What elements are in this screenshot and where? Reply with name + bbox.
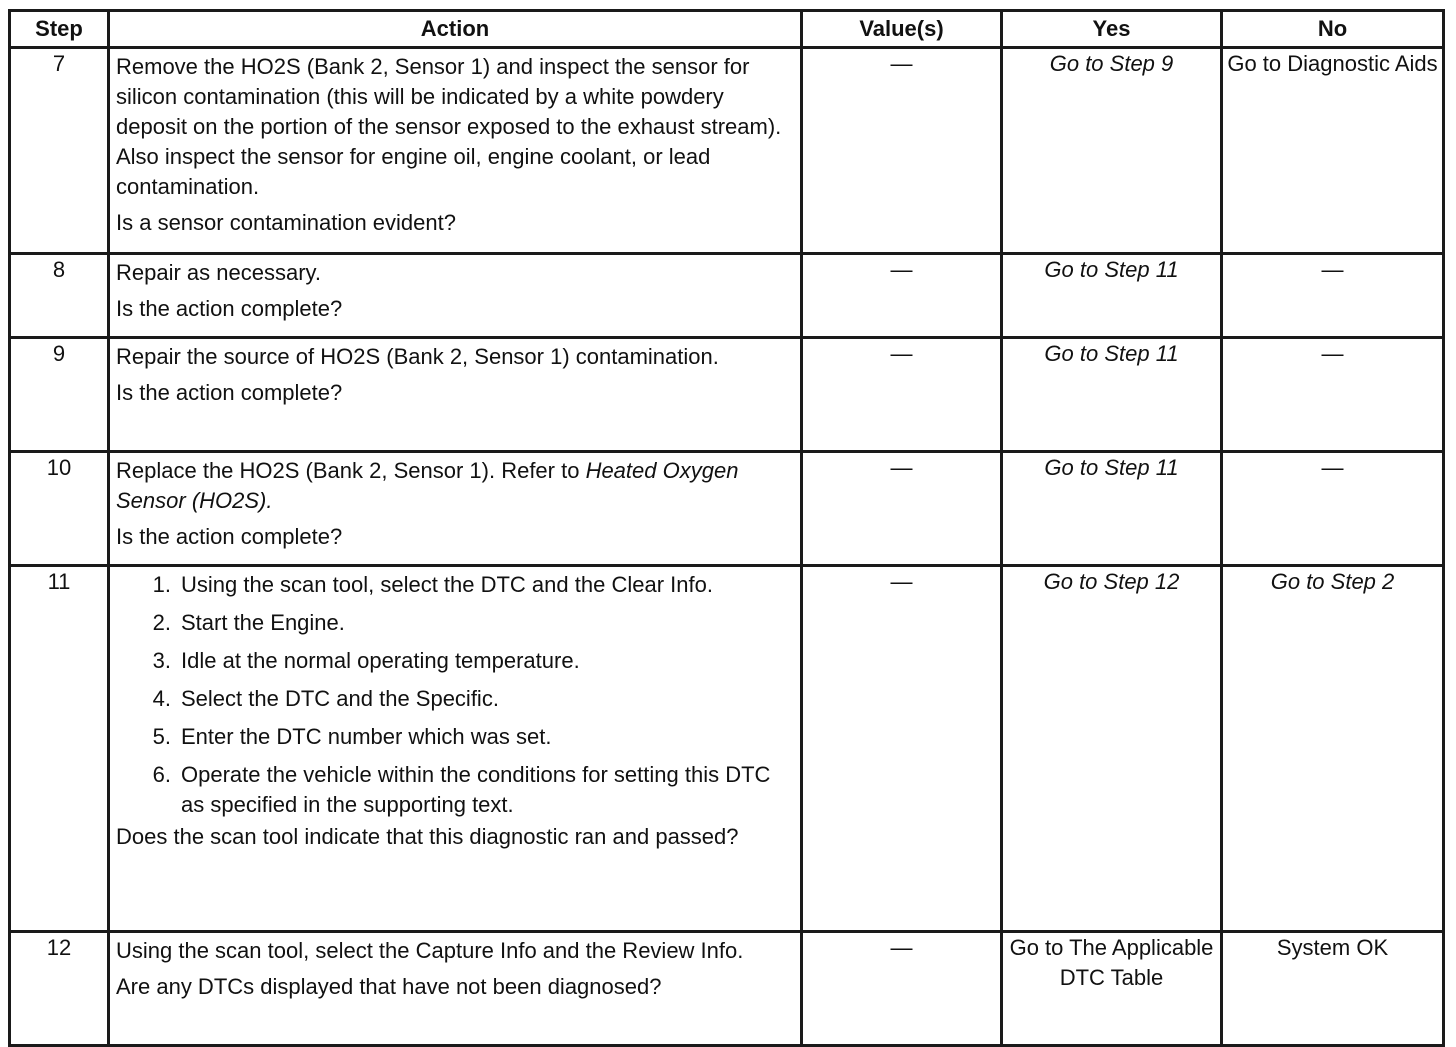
substep-text: Start the Engine. bbox=[181, 610, 345, 635]
value-cell: — bbox=[802, 932, 1002, 1046]
action-text: Repair as necessary. bbox=[116, 260, 322, 285]
reference-link: Heated Oxygen Sensor (HO2S). bbox=[116, 458, 739, 513]
header-row bbox=[10, 11, 1444, 48]
yes-result bbox=[1002, 566, 1222, 932]
no-result: — bbox=[1222, 254, 1444, 338]
action-text: Repair the source of HO2S (Bank 2, Sensor 1) contamination. bbox=[116, 344, 719, 369]
no-result: Go to Diagnostic Aids bbox=[1222, 48, 1444, 254]
action-cell bbox=[109, 566, 802, 932]
substep-number: 3. bbox=[152, 648, 171, 673]
table-row bbox=[10, 932, 1444, 1046]
action-question: Are any DTCs displayed that have not been diagnosed? bbox=[116, 974, 662, 999]
yes-link: Go to Step 11 bbox=[1044, 257, 1179, 282]
header-yes: Yes bbox=[1002, 11, 1222, 48]
substep-text: Operate the vehicle within the conditions for setting this DTC as specified in the supporting text. bbox=[181, 762, 771, 817]
value-cell: — bbox=[802, 254, 1002, 338]
substep-number: 2. bbox=[152, 610, 171, 635]
substep-text: Using the scan tool, select the DTC and the Clear Info. bbox=[181, 572, 713, 597]
no-result: — bbox=[1222, 452, 1444, 566]
substep-number: 4. bbox=[152, 686, 171, 711]
value-cell: — bbox=[802, 452, 1002, 566]
table-row bbox=[10, 452, 1444, 566]
value-cell: — bbox=[802, 48, 1002, 254]
action-cell bbox=[109, 932, 802, 1046]
no-result bbox=[1222, 566, 1444, 932]
diagnostic-table bbox=[8, 9, 1445, 1047]
yes-result: Go to The Applicable DTC Table bbox=[1002, 932, 1222, 1046]
substep-text: Idle at the normal operating temperature. bbox=[181, 648, 580, 673]
table-row bbox=[10, 48, 1444, 254]
substep-number: 5. bbox=[152, 724, 171, 749]
value-cell: — bbox=[802, 338, 1002, 452]
yes-result bbox=[1002, 48, 1222, 254]
yes-link: Go to Step 11 bbox=[1044, 455, 1179, 480]
action-question: Does the scan tool indicate that this diagnostic ran and passed? bbox=[116, 824, 739, 849]
table-row bbox=[10, 566, 1444, 932]
substep-list bbox=[116, 570, 794, 820]
substep-number: 1. bbox=[152, 572, 171, 597]
action-question: Is the action complete? bbox=[116, 380, 343, 405]
action-cell bbox=[109, 452, 802, 566]
yes-result bbox=[1002, 254, 1222, 338]
table-row bbox=[10, 254, 1444, 338]
step-number: 9 bbox=[10, 338, 109, 452]
header-step: Step bbox=[10, 11, 109, 48]
action-question: Is a sensor contamination evident? bbox=[116, 210, 456, 235]
action-text: Using the scan tool, select the Capture Info and the Review Info. bbox=[116, 938, 744, 963]
step-number: 12 bbox=[10, 932, 109, 1046]
value-cell: — bbox=[802, 566, 1002, 932]
action-cell bbox=[109, 254, 802, 338]
step-number: 7 bbox=[10, 48, 109, 254]
substep-item bbox=[116, 570, 794, 600]
substep-number: 6. bbox=[152, 762, 171, 787]
no-result: — bbox=[1222, 338, 1444, 452]
no-link: Go to Step 2 bbox=[1270, 569, 1395, 594]
yes-result bbox=[1002, 338, 1222, 452]
step-number: 10 bbox=[10, 452, 109, 566]
table-row bbox=[10, 338, 1444, 452]
action-question: Is the action complete? bbox=[116, 524, 343, 549]
action-text bbox=[116, 456, 794, 516]
yes-link: Go to Step 9 bbox=[1049, 51, 1174, 76]
substep-item bbox=[116, 760, 794, 820]
action-question: Is the action complete? bbox=[116, 296, 343, 321]
no-result: System OK bbox=[1222, 932, 1444, 1046]
action-text: Remove the HO2S (Bank 2, Sensor 1) and inspect the sensor for silicon contamination (this will be indicated by a white powdery deposit on the portion of the sensor exposed to the exhaust stream). Also inspect the sensor for engine oil, engine coolant, or lead contamination. bbox=[116, 54, 782, 199]
yes-link: Go to Step 12 bbox=[1043, 569, 1180, 594]
step-number: 11 bbox=[10, 566, 109, 932]
action-text-prefix: Replace the HO2S (Bank 2, Sensor 1). Refer to bbox=[116, 458, 586, 483]
substep-item bbox=[116, 722, 794, 752]
yes-result bbox=[1002, 452, 1222, 566]
header-values: Value(s) bbox=[802, 11, 1002, 48]
step-number: 8 bbox=[10, 254, 109, 338]
substep-item bbox=[116, 646, 794, 676]
substep-text: Select the DTC and the Specific. bbox=[181, 686, 499, 711]
header-no: No bbox=[1222, 11, 1444, 48]
substep-item bbox=[116, 608, 794, 638]
action-cell bbox=[109, 338, 802, 452]
header-action: Action bbox=[109, 11, 802, 48]
substep-item bbox=[116, 684, 794, 714]
substep-text: Enter the DTC number which was set. bbox=[181, 724, 552, 749]
action-cell bbox=[109, 48, 802, 254]
yes-link: Go to Step 11 bbox=[1044, 341, 1179, 366]
